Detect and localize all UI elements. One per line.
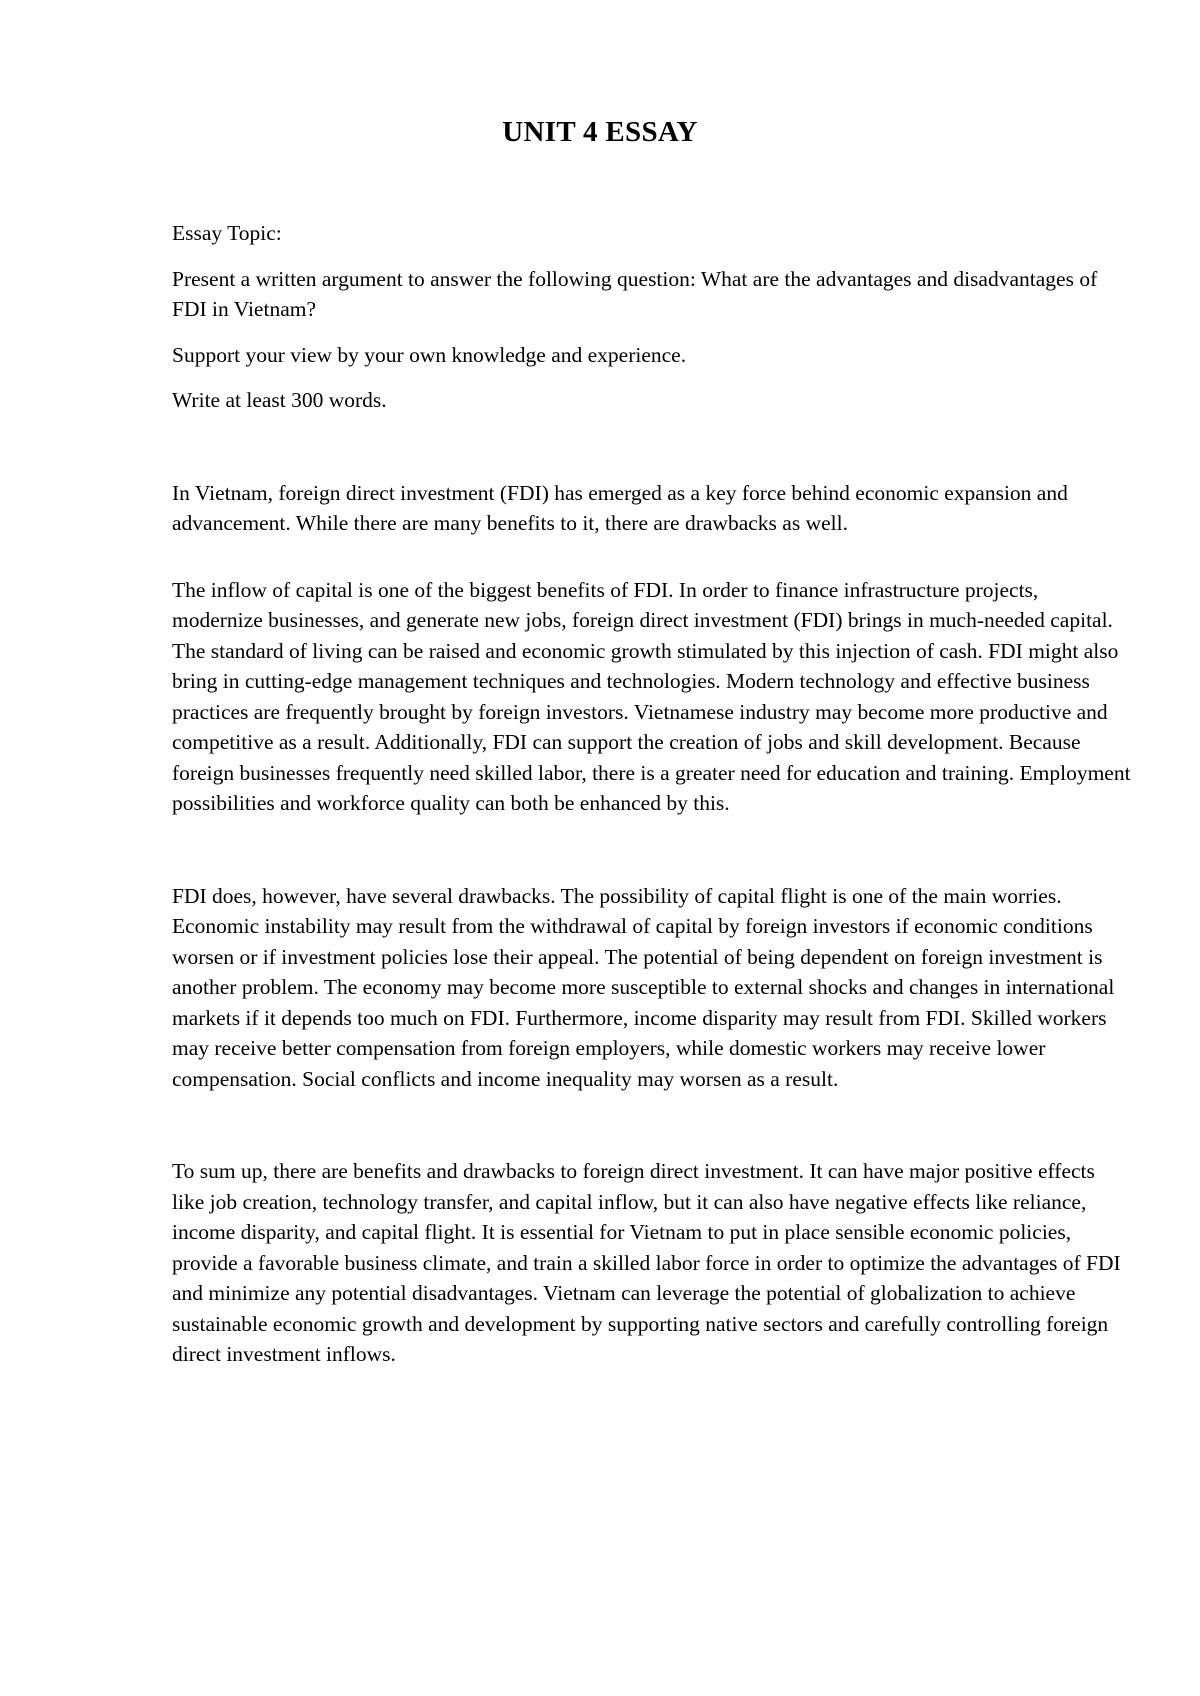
essay-prompt-length: Write at least 300 words. bbox=[172, 388, 387, 412]
essay-paragraph-conclusion: To sum up, there are benefits and drawbacks to foreign direct investment. It can have major positive effects like job creation, technology transfer, and capital inflow, but it can also have negative effects like reliance, income disparity, and capital flight. It is essential for Vietnam to put in place sensible economic policies, provide a favorable business climate, and train a skilled labor force in order to optimize the advantages of FDI and minimize any potential disadvantages. Vietnam can leverage the potential of globalization to achieve sustainable economic growth and development by supporting native sectors and carefully controlling foreign direct investment inflows. bbox=[172, 1159, 1121, 1366]
essay-paragraph-disadvantages: FDI does, however, have several drawbacks. The possibility of capital flight is one of the main worries. Economic instability may result from the withdrawal of capital by foreign investors if economic conditions worsen or if investment policies lose their appeal. The potential of being dependent on foreign investment is another problem. The economy may become more susceptible to external shocks and changes in international markets if it depends too much on FDI. Furthermore, income disparity may result from FDI. Skilled workers may receive better compensation from foreign employers, while domestic workers may receive lower compensation. Social conflicts and income inequality may worsen as a result. bbox=[172, 883, 1115, 1091]
document-title: UNIT 4 ESSAY bbox=[502, 116, 698, 148]
essay-paragraph-advantages: The inflow of capital is one of the biggest benefits of FDI. In order to finance infrastructure projects, modernize businesses, and generate new jobs, foreign direct investment (FDI) brings in much-needed capital. The standard of living can be raised and economic growth stimulated by this injection of cash. FDI might also bring in cutting-edge management techniques and technologies. Modern technology and effective business practices are frequently brought by foreign investors. Vietnamese industry may become more productive and competitive as a result. Additionally, FDI can support the creation of jobs and skill development. Because foreign businesses frequently need skilled labor, there is a greater need for education and training. Employment possibilities and workforce quality can both be enhanced by this. bbox=[172, 577, 1131, 815]
essay-prompt-support: Support your view by your own knowledge and experience. bbox=[172, 342, 687, 367]
document-body bbox=[172, 218, 1132, 1400]
essay-prompt-question: Present a written argument to answer the following question: What are the advantages and disadvantages of FDI in Vietnam? bbox=[172, 266, 1098, 321]
essay-topic-label: Essay Topic: bbox=[172, 221, 282, 245]
essay-paragraph-intro: In Vietnam, foreign direct investment (FDI) has emerged as a key force behind economic expansion and advancement. While there are many benefits to it, there are drawbacks as well. bbox=[172, 480, 1068, 535]
